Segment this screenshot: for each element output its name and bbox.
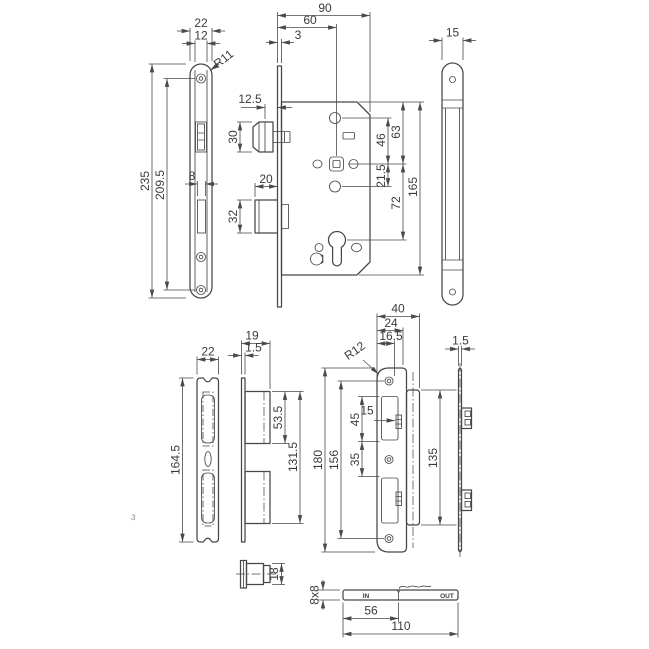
hidden-box-upper xyxy=(203,392,213,446)
spindle-out-mark: OUT xyxy=(440,592,454,600)
dim-strike-height xyxy=(169,378,194,542)
part-bushing xyxy=(236,561,285,589)
dim-label: 20 xyxy=(259,172,273,186)
dim-label: 46 xyxy=(374,133,388,147)
dim-label: 21.5 xyxy=(374,164,388,188)
dim-tab-offset xyxy=(360,404,395,421)
dim-faceplate-thickness xyxy=(266,28,302,63)
fixing-hole-upper xyxy=(330,113,341,124)
view-strike-box-front xyxy=(311,302,457,553)
dim-label: 32 xyxy=(226,209,240,224)
strike-box-lower xyxy=(245,472,270,524)
dim-label: 1.5 xyxy=(245,340,262,355)
dim-label: 8x8 xyxy=(307,585,322,605)
dim-label: 90 xyxy=(318,1,332,15)
dim-label: 180 xyxy=(311,449,325,471)
screw-hole-top xyxy=(197,74,206,83)
deadbolt xyxy=(255,200,289,233)
dim-backset xyxy=(278,13,337,156)
dim-lower-span xyxy=(348,442,380,477)
dim-label: 1.5 xyxy=(452,333,469,348)
dim-strike-width xyxy=(197,345,219,375)
ext-line xyxy=(278,12,371,112)
faceplate-side-details xyxy=(442,100,463,270)
latch-opening xyxy=(202,395,215,443)
ext-line xyxy=(348,102,424,164)
dim-label: 40 xyxy=(391,301,405,316)
dim-label: 16.5 xyxy=(379,329,403,343)
lock-case-outline xyxy=(282,102,371,275)
strike-box-plate-outline xyxy=(377,368,407,552)
dim-corner-radius xyxy=(342,338,379,374)
center-slot xyxy=(205,452,211,467)
dim-plate-thickness xyxy=(445,334,475,367)
tab-box-upper xyxy=(462,408,472,429)
view-faceplate-side xyxy=(429,26,476,306)
screw-hole-top xyxy=(450,77,456,83)
dim-corner-radius xyxy=(210,47,236,71)
dim-case-width xyxy=(278,1,371,112)
dim-label: 12 xyxy=(194,28,208,43)
view-strike-plate-side xyxy=(228,329,304,543)
dim-label: 24 xyxy=(384,316,398,330)
view-strike-box-side xyxy=(445,334,475,558)
dim-label: 22 xyxy=(201,344,215,359)
dim-label: 72 xyxy=(389,196,403,210)
ext-line xyxy=(195,41,207,63)
fixing-hole-lower xyxy=(330,181,341,192)
dim-label: R11 xyxy=(210,46,237,71)
dim-label: 15 xyxy=(445,25,460,40)
dim-label: 135 xyxy=(426,447,440,469)
tab-box-lower xyxy=(462,490,472,511)
dim-spindle-to-hole xyxy=(342,164,392,188)
dim-label: 15 xyxy=(360,403,374,418)
screw-hole-bottom xyxy=(197,286,206,295)
view-lock-case xyxy=(226,1,424,307)
strike-plate-outline xyxy=(197,378,219,542)
deadbolt-window xyxy=(198,200,206,233)
dim-in-length xyxy=(343,603,399,623)
dim-bolt-width xyxy=(255,172,278,197)
part-spindle xyxy=(308,580,459,638)
dim-hole-to-spindle xyxy=(342,118,392,164)
stray-mark: 3 xyxy=(130,512,137,523)
dim-cross-section xyxy=(308,580,341,610)
screw-hole-middle xyxy=(385,456,393,464)
dim-latch-height xyxy=(226,122,252,152)
dim-label: 3 xyxy=(294,28,302,42)
dim-label: 8 xyxy=(188,169,196,183)
dim-label: 60 xyxy=(303,13,317,27)
euro-cylinder-hole xyxy=(329,232,346,266)
screw-hole-bottom xyxy=(450,289,456,295)
screw-hole-top xyxy=(385,377,393,385)
bolt-opening xyxy=(382,478,402,523)
view-strike-plate-front xyxy=(169,345,219,543)
dim-label: 45 xyxy=(348,412,362,427)
dim-hole-offset xyxy=(377,329,403,376)
dim-label: 164.5 xyxy=(168,444,183,476)
case-hole-right xyxy=(352,243,362,251)
dim-strike-thickness xyxy=(228,341,262,375)
dim-label: 110 xyxy=(391,619,411,633)
dim-label: 165 xyxy=(406,176,420,198)
leader-line xyxy=(363,360,379,374)
spring-detail xyxy=(311,244,324,266)
dim-label: 56 xyxy=(364,603,378,618)
dim-strike-depth xyxy=(242,329,271,390)
latch-window xyxy=(196,122,207,152)
screw-hole-bottom xyxy=(385,535,393,543)
dim-label: 63 xyxy=(389,125,403,139)
dim-label: 18 xyxy=(267,567,281,581)
dim-total-length xyxy=(343,603,458,638)
bolt-opening xyxy=(202,473,215,523)
ext-line xyxy=(442,38,463,61)
dim-label: 156 xyxy=(327,449,341,471)
dim-label: 235 xyxy=(138,170,152,192)
dim-side-width xyxy=(429,26,476,61)
dim-label: 12.5 xyxy=(238,92,262,106)
dim-flange-length xyxy=(421,390,457,525)
dim-box-height xyxy=(311,368,375,552)
dim-latch-projection xyxy=(238,92,292,119)
spindle-divider xyxy=(397,590,400,600)
latch-opening xyxy=(382,397,402,441)
dim-label: 30 xyxy=(226,130,240,144)
screw-hole-middle xyxy=(197,253,206,262)
strike-box-upper xyxy=(245,392,270,444)
dim-upper-box-height xyxy=(271,392,304,444)
hidden-box-lower xyxy=(203,470,213,526)
dim-bolt-height xyxy=(226,200,252,233)
dim-label: 35 xyxy=(348,452,362,467)
latch-bolt xyxy=(253,122,290,152)
dim-label: 53.5 xyxy=(271,405,285,430)
view-faceplate-front xyxy=(138,16,236,298)
spring-clip xyxy=(399,586,431,589)
dim-top-to-spindle xyxy=(348,102,424,164)
dim-label: 131.5 xyxy=(286,441,300,473)
spindle-in-mark: IN xyxy=(362,592,370,600)
dim-label: 209.5 xyxy=(153,169,167,201)
dim-label: 19 xyxy=(245,328,259,343)
ext-line xyxy=(198,181,206,196)
slot-opening xyxy=(343,133,355,140)
dim-label: R12 xyxy=(341,338,368,363)
dim-label: 22 xyxy=(194,16,208,30)
